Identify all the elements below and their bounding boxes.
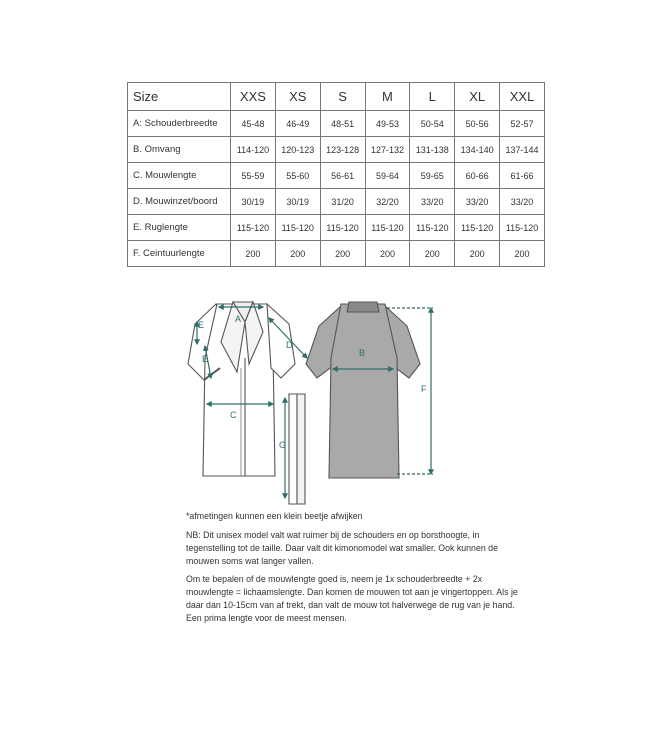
label-c: C — [230, 410, 237, 420]
table-row — [128, 137, 545, 163]
size-header-xl: XL — [455, 83, 500, 111]
label-f: F — [421, 384, 427, 394]
size-header-xs: XS — [275, 83, 320, 111]
size-header-xxl: XXL — [500, 83, 545, 111]
label-a: A — [235, 314, 242, 324]
table-cell: 61-66 — [500, 163, 545, 189]
table-cell: 200 — [410, 241, 455, 267]
nb-text: NB: Dit unisex model valt wat ruimer bij de schouders en op borsthoogte, in tegenstelling tot de taille. Daar valt dit kimonomodel wat smaller. Ook kunnen de mouwen soms wat langer vallen. — [186, 530, 498, 566]
table-row — [128, 189, 545, 215]
table-cell: 134-140 — [455, 137, 500, 163]
back-body — [329, 304, 399, 478]
back-collar — [347, 302, 379, 312]
size-header-l: L — [410, 83, 455, 111]
table-row — [128, 215, 545, 241]
size-header-m: M — [365, 83, 410, 111]
table-row — [128, 241, 545, 267]
row-label: E. Ruglengte — [128, 215, 231, 241]
table-cell: 55-59 — [231, 163, 276, 189]
table-cell: 59-64 — [365, 163, 410, 189]
table-cell: 200 — [365, 241, 410, 267]
table-cell: 137-144 — [500, 137, 545, 163]
table-cell: 55-60 — [275, 163, 320, 189]
table-cell: 49-53 — [365, 111, 410, 137]
table-cell: 59-65 — [410, 163, 455, 189]
size-table — [127, 82, 545, 267]
table-row — [128, 163, 545, 189]
label-e-bottom: E — [202, 354, 209, 364]
table-cell: 115-120 — [410, 215, 455, 241]
table-cell: 52-57 — [500, 111, 545, 137]
table-cell: 50-56 — [455, 111, 500, 137]
belt — [289, 394, 305, 504]
footnote-text: *afmetingen kunnen een klein beetje afwijken — [186, 511, 363, 521]
table-cell: 32/20 — [365, 189, 410, 215]
table-cell: 33/20 — [500, 189, 545, 215]
table-cell: 120-123 — [275, 137, 320, 163]
size-header-s: S — [320, 83, 365, 111]
table-cell: 123-128 — [320, 137, 365, 163]
table-cell: 200 — [500, 241, 545, 267]
label-d: D — [286, 340, 293, 350]
table-cell: 33/20 — [410, 189, 455, 215]
label-b: B — [359, 348, 366, 358]
advice-text: Om te bepalen of de mouwlengte goed is, neem je 1x schouderbreedte + 2x mouwlengte = lichaamslengte. Dan komen de mouwen tot aan je vingertoppen. Als je daar dan 10-15cm van af trekt, dan valt de mouw tot halverwege de rug van je hand. Een prima lengte voor de meest mensen. — [186, 574, 518, 623]
table-cell: 30/19 — [231, 189, 276, 215]
label-g: G — [279, 440, 287, 450]
size-header-label: Size — [128, 83, 231, 111]
label-e-top: E — [198, 320, 205, 330]
table-cell: 200 — [275, 241, 320, 267]
table-cell: 30/19 — [275, 189, 320, 215]
table-cell: 45-48 — [231, 111, 276, 137]
table-cell: 114-120 — [231, 137, 276, 163]
row-label: D. Mouwinzet/boord — [128, 189, 231, 215]
table-cell: 33/20 — [455, 189, 500, 215]
table-cell: 127-132 — [365, 137, 410, 163]
table-cell: 200 — [320, 241, 365, 267]
table-cell: 31/20 — [320, 189, 365, 215]
table-cell: 115-120 — [365, 215, 410, 241]
table-cell: 200 — [455, 241, 500, 267]
garment-measurement-diagram — [183, 298, 455, 510]
size-header-xxs: XXS — [231, 83, 276, 111]
table-cell: 131-138 — [410, 137, 455, 163]
row-label: B. Omvang — [128, 137, 231, 163]
table-cell: 115-120 — [500, 215, 545, 241]
kimono-back-view — [306, 302, 420, 478]
table-cell: 50-54 — [410, 111, 455, 137]
size-header-row — [128, 83, 545, 111]
table-cell: 46-49 — [275, 111, 320, 137]
row-label: A: Schouderbreedte — [128, 111, 231, 137]
table-cell: 115-120 — [320, 215, 365, 241]
table-cell: 115-120 — [231, 215, 276, 241]
table-cell: 48-51 — [320, 111, 365, 137]
table-cell: 60-66 — [455, 163, 500, 189]
row-label: C. Mouwlengte — [128, 163, 231, 189]
notes — [186, 510, 531, 625]
row-label: F. Ceintuurlengte — [128, 241, 231, 267]
table-cell: 115-120 — [275, 215, 320, 241]
table-cell: 56-61 — [320, 163, 365, 189]
table-row — [128, 111, 545, 137]
table-cell: 200 — [231, 241, 276, 267]
table-cell: 115-120 — [455, 215, 500, 241]
